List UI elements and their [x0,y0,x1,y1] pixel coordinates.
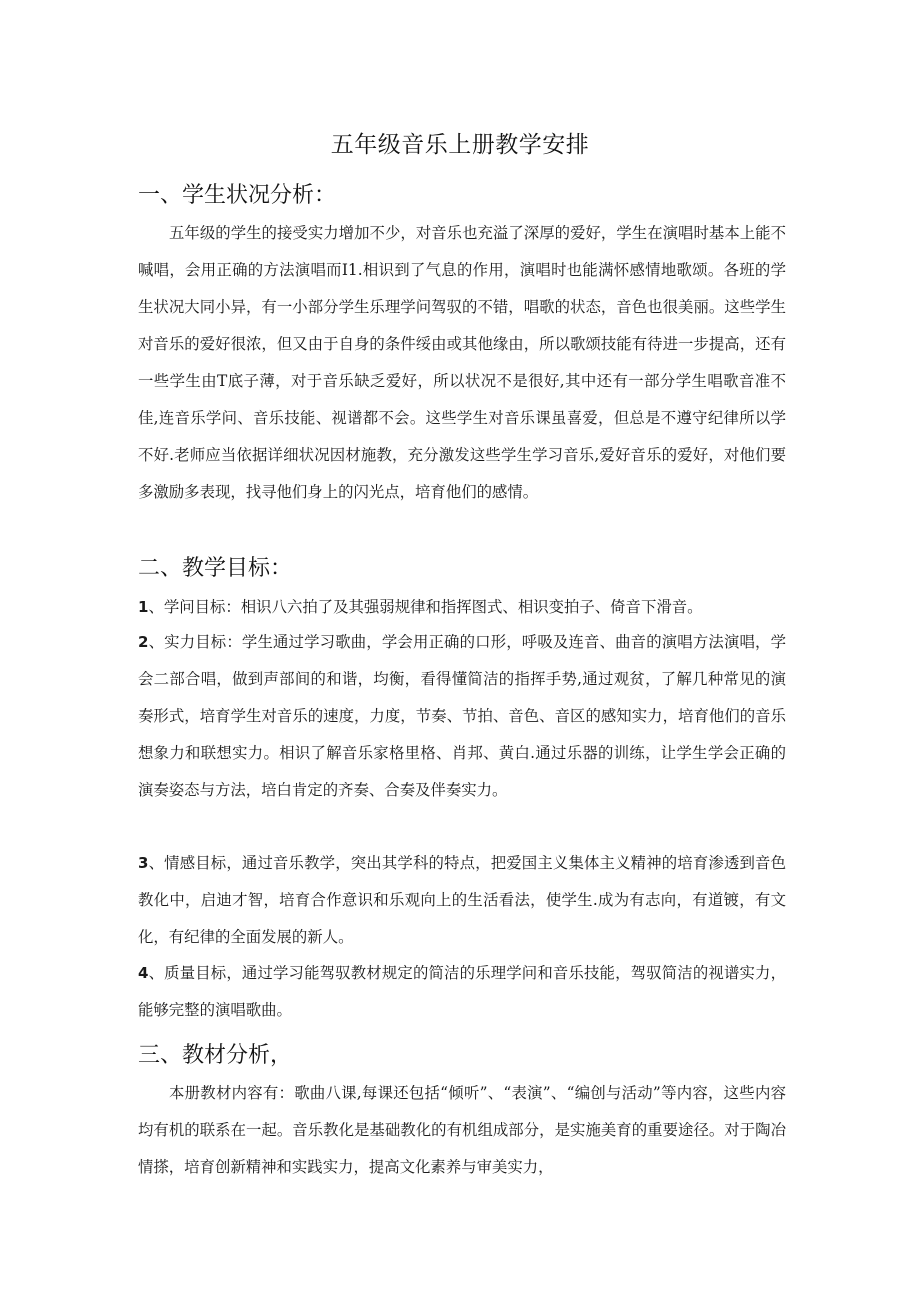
goal-number: 3 [138,854,149,872]
section-heading-teaching-goals: 二、教学目标： [138,556,293,581]
goal-item-quality [138,955,786,1029]
goal-number: 2 [138,633,149,651]
goal-item-ability [138,624,786,809]
goal-text: 、质量目标，通过学习能驾驭教材规定的简洁的乐理学问和音乐技能，驾驭简洁的视谱实力，能够完整的演唱歌曲。 [138,964,786,1019]
goal-text: 、学问目标：相识八六拍了及其强弱规律和指挥图式、相识变拍子、倚音下滑音。 [148,598,703,616]
section-heading-textbook-analysis: 三、教材分析， [138,1043,293,1068]
goal-text: 、情感目标，通过音乐教学，突出其学科的特点，把爱国主义集体主义精神的培育渗透到音色教化中，启迪才智，培育合作意识和乐观向上的生活看法，使学生.成为有志向，有道镀，有文化，有纪律的全面发展的新人。 [138,854,786,946]
section-heading-student-analysis: 一、学生状况分析： [138,183,337,208]
goal-number: 4 [138,964,149,982]
goal-text: 、实力目标：学生通过学习歌曲，学会用正确的口形，呼吸及连音、曲音的演唱方法演唱，学会二部合唱，做到声部间的和谐，均衡，看得懂简洁的指挥手势,通过观贫，了解几种常见的演奏形式，培育学生对音乐的速度，力度，节奏、节拍、音色、音区的感知实力，培育他们的音乐想象力和联想实力。相识了解音乐家格里格、肖邦、黄白.通过乐器的训练，让学生学会正确的演奏姿态与方法，培白肯定的齐奏、合奏及伴奏实力。 [138,633,786,799]
goal-item-emotion [138,845,786,956]
document-title: 五年级音乐上册教学安排 [330,132,590,158]
goal-number: 1 [138,598,149,616]
textbook-analysis-paragraph: 本册教材内容有：歌曲八课,每课还包括“倾听”、“表演”、“编创与活动”等内容，这些内容均有机的联系在一起。音乐教化是基础教化的有机组成部分，是实施美育的重要途径。对于陶冶情搽，培育创新精神和实践实力，提高文化素养与审美实力， [138,1084,786,1176]
student-analysis-paragraph: 五年级的学生的接受实力增加不少，对音乐也充溢了深厚的爱好，学生在演唱时基本上能不喊唱，会用正确的方法演唱而I1.相识到了气息的作用，演唱时也能满怀感情地歌颂。各班的学生状况大同小异，有一小部分学生乐理学问驾驭的不错，唱歌的状态，音色也很美丽。这些学生对音乐的爱好很浓，但又由于自身的条件绥由或其他缘由，所以歌颂技能有待进一步提高，还有一些学生由T底子薄，对于音乐缺乏爱好，所以状况不是很好,其中还有一部分学生唱歌音准不佳,连音乐学问、音乐技能、视谱都不会。这些学生对音乐课虽喜爱，但总是不遵守纪律所以学不好.老师应当依据详细状况因材施教，充分激发这些学生学习音乐,爱好音乐的爱好，对他们要多激励多表现，找寻他们身上的闪光点，培育他们的感情。 [138,224,786,501]
goal-item-knowledge [138,589,786,626]
